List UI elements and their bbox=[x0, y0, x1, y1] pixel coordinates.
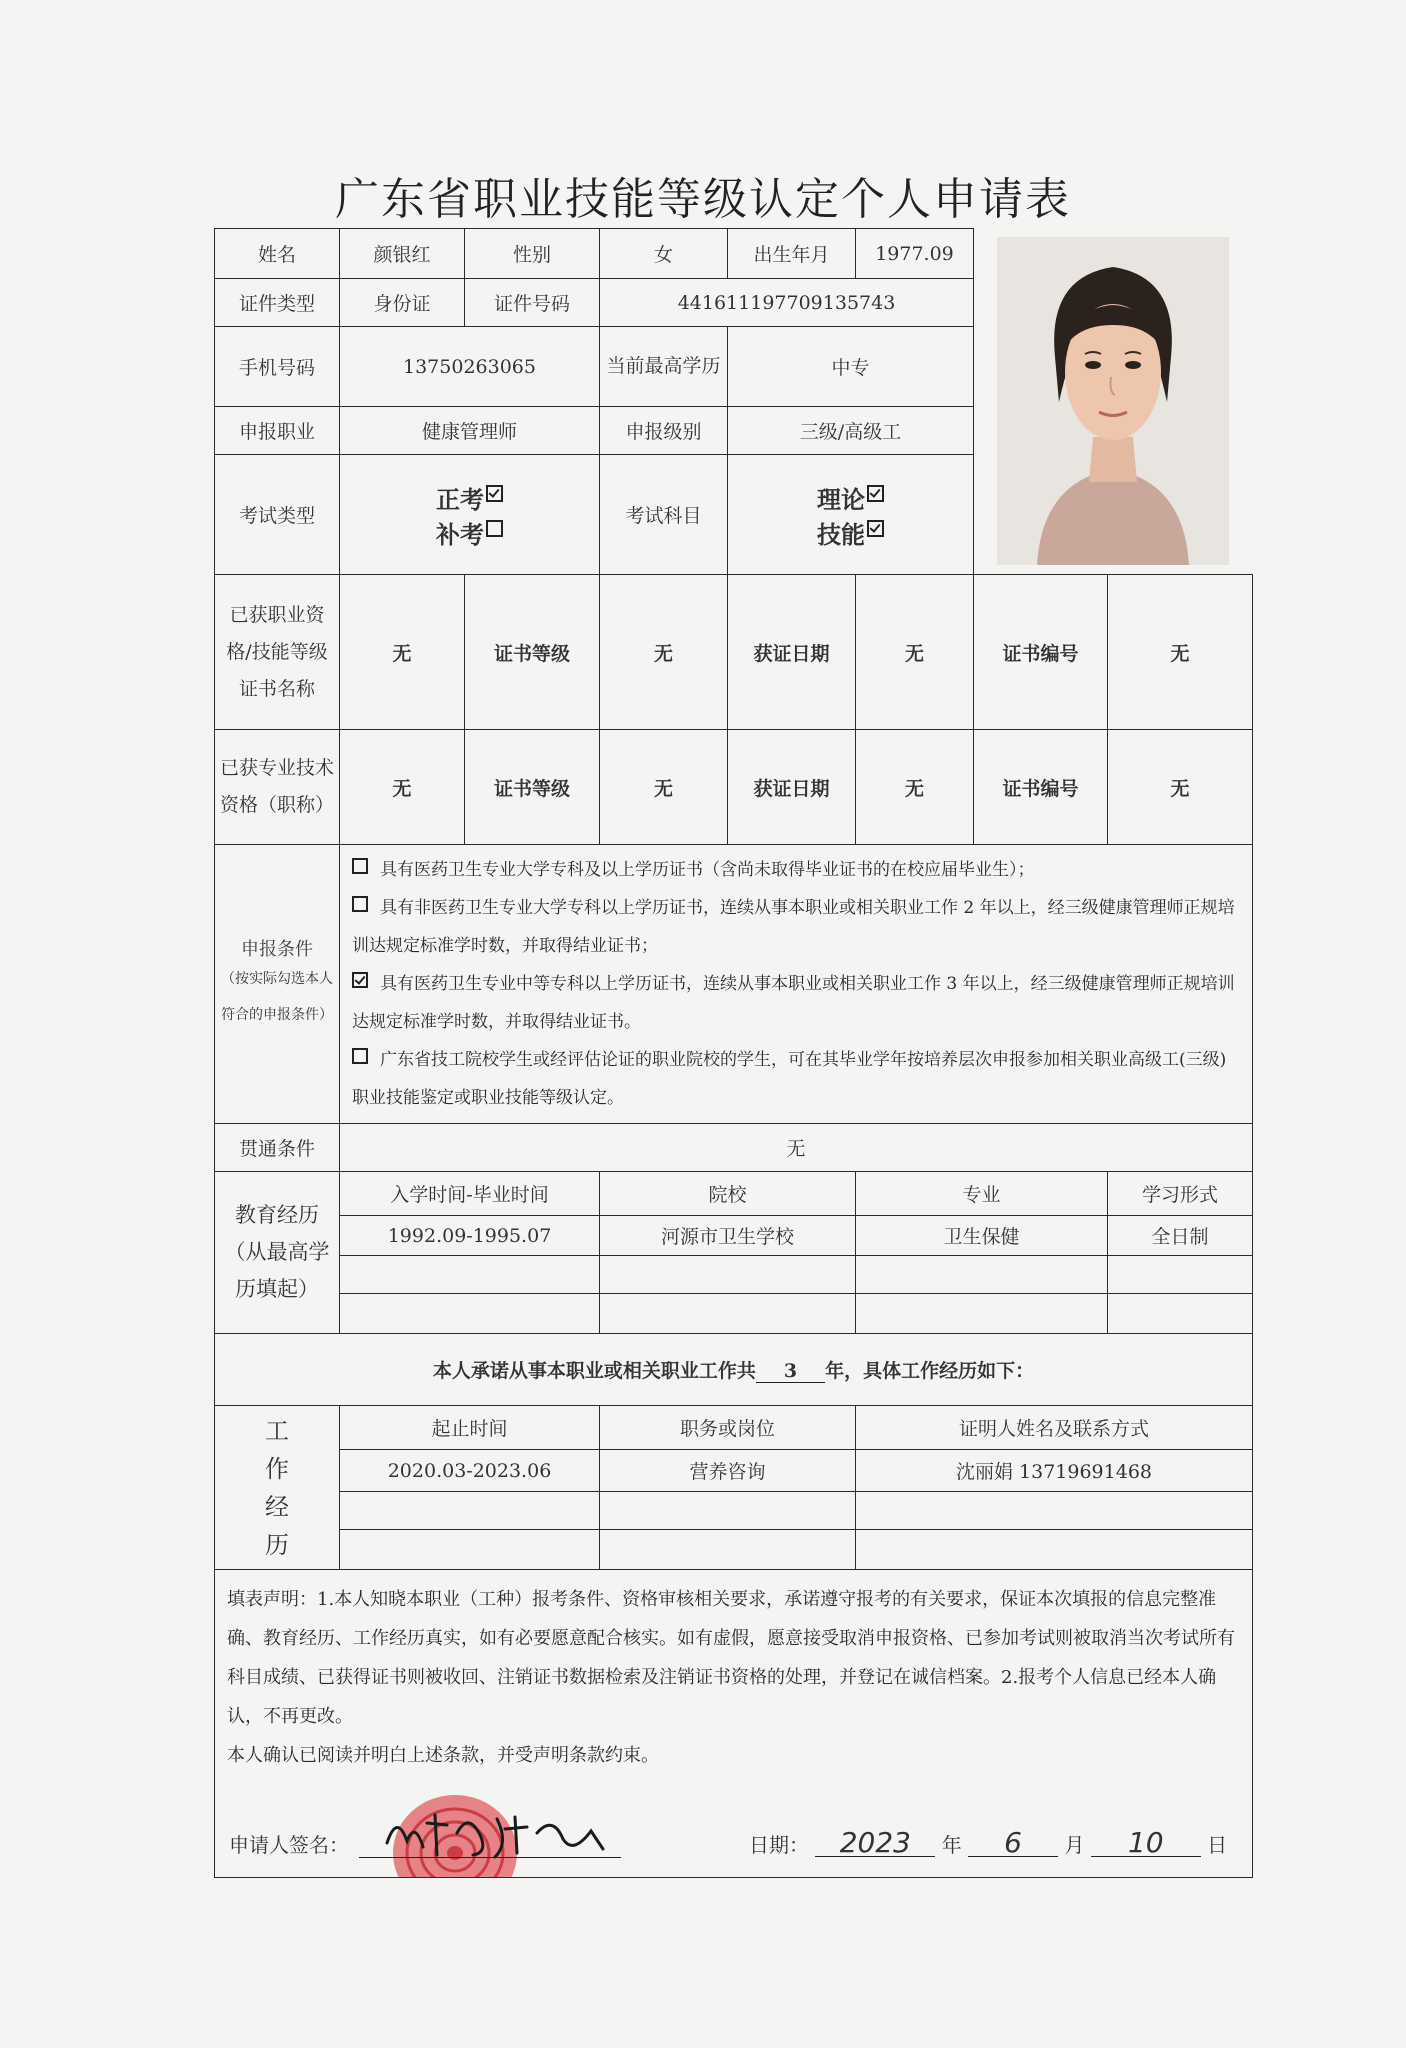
work-header-reference: 证明人姓名及联系方式 bbox=[856, 1406, 1253, 1450]
work-header-time: 起止时间 bbox=[340, 1406, 600, 1450]
signature-label: 申请人签名： bbox=[229, 1833, 349, 1857]
condition-item-4[interactable]: 广东省技工院校学生或经评估论证的职业院校的学生，可在其毕业学年按培养层次申报参加相关职业高级工(三级)职业技能鉴定或职业技能等级认定。 bbox=[352, 1050, 1227, 1108]
level-value: 三级/高级工 bbox=[728, 407, 974, 455]
guantong-value: 无 bbox=[340, 1124, 1253, 1172]
edu-label: 当前最高学历 bbox=[600, 327, 728, 407]
work-row-time: 2020.03-2023.06 bbox=[340, 1450, 600, 1492]
applicant-photo bbox=[997, 237, 1229, 565]
checkbox-empty-icon[interactable] bbox=[486, 520, 503, 537]
conditions-label-cell bbox=[215, 845, 340, 1124]
exam-type-options bbox=[340, 455, 600, 575]
edu-header-time: 入学时间-毕业时间 bbox=[340, 1172, 600, 1216]
photo-cell bbox=[974, 229, 1253, 575]
conditions-note: （按实际勾选本人符合的申报条件） bbox=[221, 971, 333, 1023]
gender-value: 女 bbox=[600, 229, 728, 279]
cert-title-level: 无 bbox=[600, 730, 728, 845]
checkbox-empty-icon[interactable] bbox=[352, 1048, 368, 1064]
work-empty-cell bbox=[856, 1492, 1253, 1530]
signature-row bbox=[227, 1781, 1240, 1867]
work-empty-cell bbox=[856, 1530, 1253, 1570]
condition-item-2[interactable]: 具有非医药卫生专业大学专科以上学历证书，连续从事本职业或相关职业工作 2 年以上，经三级健康管理师正规培训达规定标准学时数，并取得结业证书； bbox=[352, 898, 1235, 956]
edu-header-major: 专业 bbox=[856, 1172, 1108, 1216]
edu-empty-cell bbox=[600, 1294, 856, 1334]
edu-empty-cell bbox=[340, 1294, 600, 1334]
condition-item-3[interactable]: 具有医药卫生专业中等专科以上学历证书，连续从事本职业或相关职业工作 3 年以上，经三级健康管理师正规培训达规定标准学时数，并取得结业证书。 bbox=[352, 974, 1235, 1032]
condition-item-1[interactable]: 具有医药卫生专业大学专科及以上学历证书（含尚未取得毕业证书的在校应届毕业生）； bbox=[352, 851, 1240, 889]
form-table bbox=[214, 228, 1253, 1878]
gender-label: 性别 bbox=[465, 229, 600, 279]
cert-qual-date-label: 获证日期 bbox=[728, 575, 856, 730]
edu-empty-cell bbox=[600, 1256, 856, 1294]
cert-qual-name: 无 bbox=[340, 575, 465, 730]
id-type-label: 证件类型 bbox=[215, 279, 340, 327]
date-year: 2023 bbox=[815, 1830, 935, 1857]
level-label: 申报级别 bbox=[600, 407, 728, 455]
name-label: 姓名 bbox=[215, 229, 340, 279]
checkbox-empty-icon[interactable] bbox=[352, 896, 368, 912]
edu-empty-cell bbox=[856, 1256, 1108, 1294]
cert-title-date: 无 bbox=[856, 730, 974, 845]
edu-row-school: 河源市卫生学校 bbox=[600, 1216, 856, 1256]
birth-value: 1977.09 bbox=[856, 229, 974, 279]
checkbox-checked-icon[interactable] bbox=[867, 485, 884, 502]
edu-row-time: 1992.09-1995.07 bbox=[340, 1216, 600, 1256]
declaration-text: 填表声明：1.本人知晓本职业（工种）报考条件、资格审核相关要求，承诺遵守报考的有关要求，保证本次填报的信息完整准确、教育经历、工作经历真实，如有必要愿意配合核实。如有虚假，愿意接受取消申报资格、已参加考试则被取消当次考试所有科目成绩、已获得证书则被收回、注销证书数据检索及注销证书资格的处理，并登记在诚信档案。2.报考个人信息已经本人确认，不再更改。 bbox=[227, 1589, 1235, 1727]
work-years: 3 bbox=[756, 1360, 825, 1383]
cert-qual-level-label: 证书等级 bbox=[465, 575, 600, 730]
declaration-confirm: 本人确认已阅读并明白上述条款，并受声明条款约束。 bbox=[227, 1745, 659, 1766]
work-empty-cell bbox=[340, 1492, 600, 1530]
exam-type-label: 考试类型 bbox=[215, 455, 340, 575]
cert-qual-no-label: 证书编号 bbox=[974, 575, 1108, 730]
conditions-list bbox=[340, 845, 1253, 1124]
checkbox-empty-icon[interactable] bbox=[352, 858, 368, 874]
exam-subject-label: 考试科目 bbox=[600, 455, 728, 575]
cert-qual-label: 已获职业资格/技能等级证书名称 bbox=[215, 575, 340, 730]
edu-header-form: 学习形式 bbox=[1108, 1172, 1253, 1216]
work-header-position: 职务或岗位 bbox=[600, 1406, 856, 1450]
work-empty-cell bbox=[600, 1530, 856, 1570]
cert-title-date-label: 获证日期 bbox=[728, 730, 856, 845]
edu-value: 中专 bbox=[728, 327, 974, 407]
work-empty-cell bbox=[340, 1530, 600, 1570]
cert-qual-date: 无 bbox=[856, 575, 974, 730]
cert-title-level-label: 证书等级 bbox=[465, 730, 600, 845]
exam-subject-options bbox=[728, 455, 974, 575]
guantong-label: 贯通条件 bbox=[215, 1124, 340, 1172]
work-label: 工作经历 bbox=[215, 1406, 340, 1570]
exam-option-jineng[interactable]: 技能 bbox=[817, 515, 884, 550]
sign-date: 日期： 2023 年 6 月 10 日 bbox=[749, 1826, 1228, 1859]
phone-value: 13750263065 bbox=[340, 327, 600, 407]
exam-option-bukao[interactable]: 补考 bbox=[436, 515, 503, 550]
edu-empty-cell bbox=[1108, 1294, 1253, 1334]
edu-header-school: 院校 bbox=[600, 1172, 856, 1216]
cert-qual-no: 无 bbox=[1108, 575, 1253, 730]
edu-row-major: 卫生保健 bbox=[856, 1216, 1108, 1256]
work-empty-cell bbox=[600, 1492, 856, 1530]
cert-title-no-label: 证书编号 bbox=[974, 730, 1108, 845]
work-promise: 本人承诺从事本职业或相关职业工作共 3 年，具体工作经历如下： bbox=[215, 1334, 1253, 1406]
date-day: 10 bbox=[1091, 1830, 1201, 1857]
cert-qual-level: 无 bbox=[600, 575, 728, 730]
handwritten-signature bbox=[377, 1803, 617, 1863]
phone-label: 手机号码 bbox=[215, 327, 340, 407]
cert-title-no: 无 bbox=[1108, 730, 1253, 845]
checkbox-checked-icon[interactable] bbox=[867, 520, 884, 537]
form-title: 广东省职业技能等级认定个人申请表 bbox=[335, 174, 1071, 225]
edu-row-form: 全日制 bbox=[1108, 1216, 1253, 1256]
signature-line bbox=[359, 1857, 621, 1858]
exam-option-lilun[interactable]: 理论 bbox=[817, 480, 884, 515]
edu-empty-cell bbox=[340, 1256, 600, 1294]
checkbox-checked-icon[interactable] bbox=[486, 485, 503, 502]
id-no-value: 441611197709135743 bbox=[600, 279, 974, 327]
name-value: 颜银红 bbox=[340, 229, 465, 279]
birth-label: 出生年月 bbox=[728, 229, 856, 279]
date-month: 6 bbox=[968, 1830, 1058, 1857]
education-label: 教育经历（从最高学历填起） bbox=[215, 1172, 340, 1334]
id-type-value: 身份证 bbox=[340, 279, 465, 327]
checkbox-checked-icon[interactable] bbox=[352, 972, 368, 988]
edu-empty-cell bbox=[856, 1294, 1108, 1334]
exam-option-zhengkao[interactable]: 正考 bbox=[436, 480, 503, 515]
job-label: 申报职业 bbox=[215, 407, 340, 455]
declaration-cell bbox=[215, 1570, 1253, 1878]
work-row-position: 营养咨询 bbox=[600, 1450, 856, 1492]
work-row-reference: 沈丽娟 13719691468 bbox=[856, 1450, 1253, 1492]
conditions-label: 申报条件 bbox=[241, 939, 313, 960]
id-no-label: 证件号码 bbox=[465, 279, 600, 327]
edu-empty-cell bbox=[1108, 1256, 1253, 1294]
cert-title-label: 已获专业技术资格（职称） bbox=[215, 730, 340, 845]
cert-title-name: 无 bbox=[340, 730, 465, 845]
job-value: 健康管理师 bbox=[340, 407, 600, 455]
